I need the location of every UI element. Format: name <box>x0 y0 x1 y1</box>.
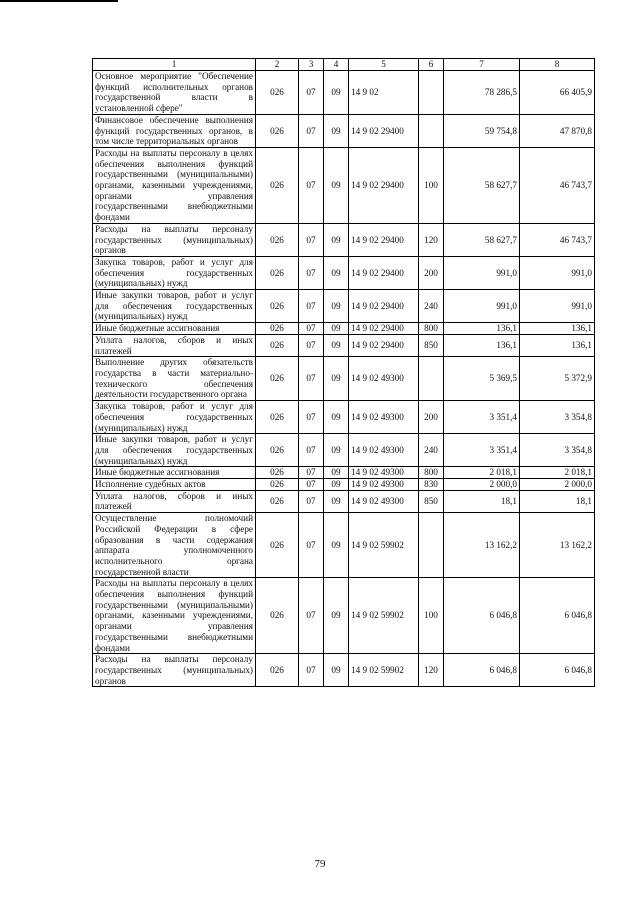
amount-2-cell: 991,0 <box>520 256 595 289</box>
expense-type-cell: 830 <box>419 479 444 491</box>
ministry-code-cell: 026 <box>256 290 299 323</box>
table-row <box>93 513 595 578</box>
target-article-cell: 14 9 02 29400 <box>349 256 419 289</box>
amount-2-cell: 3 354,8 <box>520 401 595 434</box>
subsection-cell: 09 <box>324 223 349 256</box>
section-cell: 07 <box>299 147 324 223</box>
expense-type-cell: 240 <box>419 290 444 323</box>
amount-1-cell: 136,1 <box>444 334 520 356</box>
expense-type-cell <box>419 71 444 115</box>
amount-2-cell: 46 743,7 <box>520 147 595 223</box>
target-article-cell: 14 9 02 29400 <box>349 147 419 223</box>
subsection-cell: 09 <box>324 513 349 578</box>
table-row <box>93 467 595 479</box>
subsection-cell: 09 <box>324 71 349 115</box>
amount-1-cell: 3 351,4 <box>444 434 520 467</box>
ministry-code-cell: 026 <box>256 479 299 491</box>
header-cell: 8 <box>520 59 595 71</box>
description-cell: Основное мероприятие "Обеспечение функций исполнительных органов государственной власти в установленной сфере" <box>93 71 256 115</box>
expense-type-cell: 800 <box>419 467 444 479</box>
description-cell: Исполнение судебных актов <box>93 479 256 491</box>
expense-type-cell <box>419 357 444 401</box>
section-cell: 07 <box>299 467 324 479</box>
section-cell: 07 <box>299 357 324 401</box>
table-row <box>93 114 595 147</box>
amount-1-cell: 58 627,7 <box>444 223 520 256</box>
page-number: 79 <box>314 858 326 870</box>
ministry-code-cell: 026 <box>256 114 299 147</box>
amount-2-cell: 2 018,1 <box>520 467 595 479</box>
section-cell: 07 <box>299 490 324 512</box>
amount-2-cell: 136,1 <box>520 334 595 356</box>
subsection-cell: 09 <box>324 401 349 434</box>
ministry-code-cell: 026 <box>256 401 299 434</box>
amount-1-cell: 18,1 <box>444 490 520 512</box>
section-cell: 07 <box>299 479 324 491</box>
target-article-cell: 14 9 02 29400 <box>349 323 419 335</box>
amount-2-cell: 6 046,8 <box>520 654 595 687</box>
target-article-cell: 14 9 02 49300 <box>349 357 419 401</box>
description-cell: Расходы на выплаты персоналу в целях обеспечения выполнения функций государственными (муниципальными) органами, казенными учреждениями, органами управления государственными внебюджетными фондами <box>93 147 256 223</box>
table-row <box>93 147 595 223</box>
section-cell: 07 <box>299 114 324 147</box>
target-article-cell: 14 9 02 49300 <box>349 467 419 479</box>
target-article-cell: 14 9 02 29400 <box>349 290 419 323</box>
amount-2-cell: 13 162,2 <box>520 513 595 578</box>
description-cell: Иные бюджетные ассигнования <box>93 467 256 479</box>
target-article-cell: 14 9 02 49300 <box>349 479 419 491</box>
top-rule <box>0 0 118 2</box>
description-cell: Закупка товаров, работ и услуг для обеспечения государственных (муниципальных) нужд <box>93 256 256 289</box>
subsection-cell: 09 <box>324 479 349 491</box>
description-cell: Расходы на выплаты персоналу государственных (муниципальных) органов <box>93 223 256 256</box>
table-row <box>93 223 595 256</box>
expense-type-cell: 850 <box>419 490 444 512</box>
expense-type-cell: 200 <box>419 401 444 434</box>
expense-type-cell: 850 <box>419 334 444 356</box>
expense-type-cell: 100 <box>419 578 444 654</box>
description-cell: Иные закупки товаров, работ и услуг для обеспечения государственных (муниципальных) нужд <box>93 434 256 467</box>
table-row <box>93 256 595 289</box>
section-cell: 07 <box>299 290 324 323</box>
table-row <box>93 434 595 467</box>
target-article-cell: 14 9 02 <box>349 71 419 115</box>
header-cell: 7 <box>444 59 520 71</box>
subsection-cell: 09 <box>324 290 349 323</box>
amount-1-cell: 2 000,0 <box>444 479 520 491</box>
table-row <box>93 290 595 323</box>
description-cell: Выполнение других обязательств государства в части материально-технического обеспечения деятельности государственного органа <box>93 357 256 401</box>
amount-1-cell: 991,0 <box>444 256 520 289</box>
ministry-code-cell: 026 <box>256 578 299 654</box>
subsection-cell: 09 <box>324 256 349 289</box>
ministry-code-cell: 026 <box>256 467 299 479</box>
section-cell: 07 <box>299 513 324 578</box>
ministry-code-cell: 026 <box>256 490 299 512</box>
section-cell: 07 <box>299 223 324 256</box>
amount-2-cell: 3 354,8 <box>520 434 595 467</box>
amount-2-cell: 47 870,8 <box>520 114 595 147</box>
header-row <box>93 59 595 71</box>
expense-type-cell: 100 <box>419 147 444 223</box>
subsection-cell: 09 <box>324 334 349 356</box>
subsection-cell: 09 <box>324 467 349 479</box>
amount-1-cell: 5 369,5 <box>444 357 520 401</box>
section-cell: 07 <box>299 323 324 335</box>
description-cell: Уплата налогов, сборов и иных платежей <box>93 334 256 356</box>
header-cell: 3 <box>299 59 324 71</box>
ministry-code-cell: 026 <box>256 256 299 289</box>
target-article-cell: 14 9 02 59902 <box>349 654 419 687</box>
expense-type-cell: 800 <box>419 323 444 335</box>
amount-2-cell: 66 405,9 <box>520 71 595 115</box>
ministry-code-cell: 026 <box>256 334 299 356</box>
description-cell: Расходы на выплаты персоналу государственных (муниципальных) органов <box>93 654 256 687</box>
table-row <box>93 479 595 491</box>
ministry-code-cell: 026 <box>256 654 299 687</box>
expense-type-cell: 120 <box>419 654 444 687</box>
amount-1-cell: 58 627,7 <box>444 147 520 223</box>
subsection-cell: 09 <box>324 654 349 687</box>
header-cell: 5 <box>349 59 419 71</box>
header-cell: 4 <box>324 59 349 71</box>
expense-type-cell <box>419 513 444 578</box>
section-cell: 07 <box>299 401 324 434</box>
description-cell: Закупка товаров, работ и услуг для обеспечения государственных (муниципальных) нужд <box>93 401 256 434</box>
description-cell: Финансовое обеспечение выполнения функций государственных органов, в том числе территориальных органов <box>93 114 256 147</box>
header-cell: 2 <box>256 59 299 71</box>
amount-2-cell: 5 372,9 <box>520 357 595 401</box>
table-row <box>93 357 595 401</box>
table-row <box>93 71 595 115</box>
target-article-cell: 14 9 02 49300 <box>349 401 419 434</box>
subsection-cell: 09 <box>324 434 349 467</box>
target-article-cell: 14 9 02 29400 <box>349 223 419 256</box>
amount-1-cell: 13 162,2 <box>444 513 520 578</box>
section-cell: 07 <box>299 578 324 654</box>
amount-1-cell: 2 018,1 <box>444 467 520 479</box>
description-cell: Осуществление полномочий Российской Федерации в сфере образования в части содержания аппарата уполномоченного исполнительного органа государственной власти <box>93 513 256 578</box>
description-cell: Расходы на выплаты персоналу в целях обеспечения выполнения функций государственными (муниципальными) органами, казенными учреждениями, органами управления государственными внебюджетными фондами <box>93 578 256 654</box>
amount-2-cell: 18,1 <box>520 490 595 512</box>
amount-2-cell: 2 000,0 <box>520 479 595 491</box>
table-row <box>93 654 595 687</box>
expense-type-cell: 120 <box>419 223 444 256</box>
section-cell: 07 <box>299 334 324 356</box>
expense-type-cell <box>419 114 444 147</box>
amount-2-cell: 46 743,7 <box>520 223 595 256</box>
section-cell: 07 <box>299 256 324 289</box>
target-article-cell: 14 9 02 59902 <box>349 578 419 654</box>
target-article-cell: 14 9 02 49300 <box>349 434 419 467</box>
amount-1-cell: 6 046,8 <box>444 578 520 654</box>
amount-1-cell: 136,1 <box>444 323 520 335</box>
subsection-cell: 09 <box>324 490 349 512</box>
amount-1-cell: 78 286,5 <box>444 71 520 115</box>
amount-1-cell: 991,0 <box>444 290 520 323</box>
description-cell: Иные закупки товаров, работ и услуг для обеспечения государственных (муниципальных) нужд <box>93 290 256 323</box>
section-cell: 07 <box>299 434 324 467</box>
table-row <box>93 334 595 356</box>
table-row <box>93 490 595 512</box>
header-cell: 6 <box>419 59 444 71</box>
ministry-code-cell: 026 <box>256 357 299 401</box>
amount-1-cell: 3 351,4 <box>444 401 520 434</box>
amount-2-cell: 136,1 <box>520 323 595 335</box>
table-row <box>93 578 595 654</box>
description-cell: Уплата налогов, сборов и иных платежей <box>93 490 256 512</box>
section-cell: 07 <box>299 654 324 687</box>
subsection-cell: 09 <box>324 323 349 335</box>
ministry-code-cell: 026 <box>256 71 299 115</box>
amount-1-cell: 6 046,8 <box>444 654 520 687</box>
amount-2-cell: 6 046,8 <box>520 578 595 654</box>
amount-2-cell: 991,0 <box>520 290 595 323</box>
target-article-cell: 14 9 02 29400 <box>349 114 419 147</box>
budget-table <box>92 58 595 687</box>
ministry-code-cell: 026 <box>256 513 299 578</box>
target-article-cell: 14 9 02 59902 <box>349 513 419 578</box>
ministry-code-cell: 026 <box>256 434 299 467</box>
ministry-code-cell: 026 <box>256 323 299 335</box>
expense-type-cell: 200 <box>419 256 444 289</box>
subsection-cell: 09 <box>324 114 349 147</box>
ministry-code-cell: 026 <box>256 147 299 223</box>
table-row <box>93 401 595 434</box>
target-article-cell: 14 9 02 29400 <box>349 334 419 356</box>
table-row <box>93 323 595 335</box>
expense-type-cell: 240 <box>419 434 444 467</box>
target-article-cell: 14 9 02 49300 <box>349 490 419 512</box>
subsection-cell: 09 <box>324 147 349 223</box>
description-cell: Иные бюджетные ассигнования <box>93 323 256 335</box>
ministry-code-cell: 026 <box>256 223 299 256</box>
section-cell: 07 <box>299 71 324 115</box>
header-cell: 1 <box>93 59 256 71</box>
subsection-cell: 09 <box>324 578 349 654</box>
subsection-cell: 09 <box>324 357 349 401</box>
amount-1-cell: 59 754,8 <box>444 114 520 147</box>
